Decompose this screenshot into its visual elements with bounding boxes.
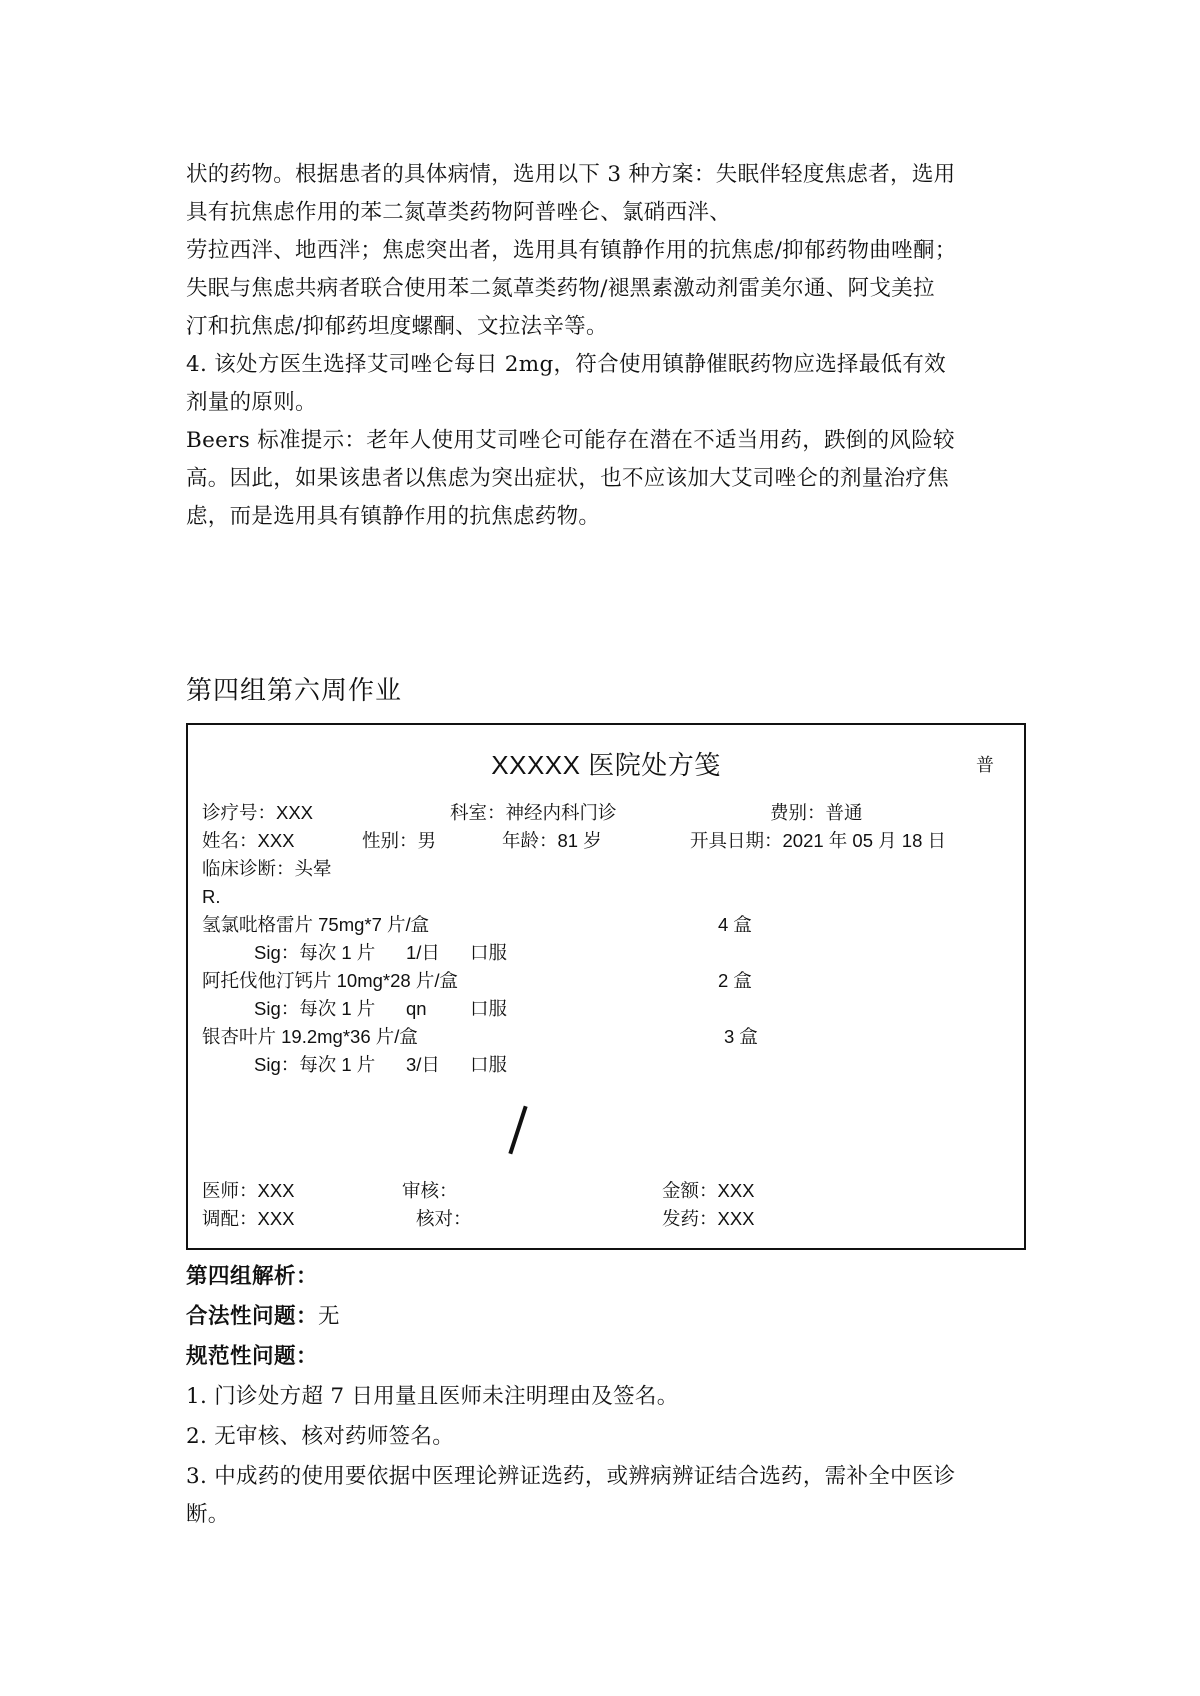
drug-sig: Sig：每次 1 片	[254, 942, 376, 963]
clinical-diagnosis: 临床诊断：头晕	[202, 858, 332, 879]
amount: 金额：XXX	[662, 1180, 755, 1201]
prescription-title: XXXXX 医院处方笺	[491, 750, 721, 780]
intro-line: 汀和抗焦虑/抑郁药坦度螺酮、文拉法辛等。	[186, 314, 608, 339]
intro-line: 具有抗焦虑作用的苯二氮䓬类药物阿普唑仑、氯硝西泮、	[186, 200, 732, 225]
analysis-item: 1. 门诊处方超 7 日用量且医师未注明理由及签名。	[186, 1384, 679, 1409]
issue-date: 开具日期：2021 年 05 月 18 日	[690, 830, 947, 851]
legality-value: 无	[318, 1304, 341, 1329]
intro-line: Beers 标准提示：老年人使用艾司唑仑可能存在潜在不适当用药，跌倒的风险较	[186, 428, 955, 453]
drug-route: 口服	[470, 1054, 508, 1075]
analysis-item: 2. 无审核、核对药师签名。	[186, 1424, 455, 1449]
intro-line: 劳拉西泮、地西泮；焦虑突出者，选用具有镇静作用的抗焦虑/抑郁药物曲唑酮；	[186, 238, 957, 263]
prescription-form	[186, 723, 1026, 1250]
dispense-signature: 调配：XXX	[202, 1208, 295, 1229]
drug-sig: Sig：每次 1 片	[254, 1054, 376, 1075]
patient-age: 年龄：81 岁	[502, 830, 602, 851]
analysis-title: 第四组解析：	[186, 1264, 319, 1288]
intro-paragraph	[186, 156, 1026, 536]
intro-line: 失眠与焦虑共病者联合使用苯二氮䓬类药物/褪黑素激动剂雷美尔通、阿戈美拉	[186, 276, 935, 301]
drug-quantity: 4 盒	[718, 914, 752, 935]
analysis-item: 断。	[186, 1502, 230, 1527]
intro-line: 4. 该处方医生选择艾司唑仑每日 2mg，符合使用镇静催眠药物应选择最低有效	[186, 352, 946, 377]
department: 科室：神经内科门诊	[450, 802, 617, 823]
review-signature: 审核：	[402, 1180, 458, 1201]
intro-line: 状的药物。根据患者的具体病情，选用以下 3 种方案：失眠伴轻度焦虑者，选用	[186, 162, 956, 187]
drug-quantity: 3 盒	[724, 1026, 758, 1047]
drug-route: 口服	[470, 998, 508, 1019]
rx-symbol: R.	[202, 886, 221, 907]
drug-frequency: 3/日	[406, 1054, 440, 1075]
drug-name: 银杏叶片 19.2mg*36 片/盒	[202, 1026, 418, 1047]
drug-route: 口服	[470, 942, 508, 963]
drug-name: 氢氯吡格雷片 75mg*7 片/盒	[202, 914, 430, 935]
patient-name: 姓名：XXX	[202, 830, 295, 851]
fee-type: 费别：普通	[770, 802, 863, 823]
standard-label: 规范性问题：	[186, 1344, 319, 1368]
issue-signature: 发药：XXX	[662, 1208, 755, 1229]
legality-row	[186, 1298, 340, 1335]
drug-quantity: 2 盒	[718, 970, 752, 991]
check-signature: 核对：	[416, 1208, 472, 1229]
patient-gender: 性别：男	[362, 830, 437, 851]
prescription-type-mark: 普	[976, 755, 994, 775]
drug-frequency: 1/日	[406, 942, 440, 963]
section-title: 第四组第六周作业	[186, 675, 403, 705]
intro-line: 虑，而是选用具有镇静作用的抗焦虑药物。	[186, 504, 601, 529]
end-of-prescription-slash	[508, 1106, 527, 1155]
drug-name: 阿托伐他汀钙片 10mg*28 片/盒	[202, 970, 458, 991]
intro-line: 高。因此，如果该患者以焦虑为突出症状，也不应该加大艾司唑仑的剂量治疗焦	[186, 466, 950, 491]
visit-number: 诊疗号：XXX	[202, 802, 314, 823]
doctor-signature: 医师：XXX	[202, 1180, 295, 1201]
intro-line: 剂量的原则。	[186, 390, 317, 415]
analysis-item: 3. 中成药的使用要依据中医理论辨证选药，或辨病辨证结合选药，需补全中医诊	[186, 1464, 956, 1489]
legality-label: 合法性问题：	[186, 1304, 319, 1328]
drug-frequency: qn	[406, 998, 427, 1019]
drug-sig: Sig：每次 1 片	[254, 998, 376, 1019]
